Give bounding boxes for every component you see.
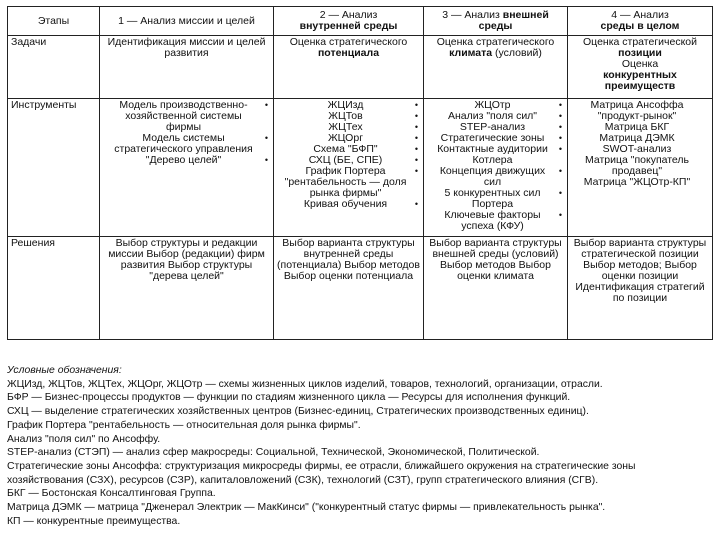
tools-col4-item: Матрица "ЖЦОтр-КП" <box>583 176 691 188</box>
tools-col1 <box>100 99 274 237</box>
decisions-col3: Выбор варианта структуры внешней среды (условий) Выбор методов Выбор оценки климата <box>424 237 568 340</box>
tasks-col4-bold2: конкурентных преимуществ <box>603 69 677 92</box>
tasks-col2-bold: потенциала <box>317 47 380 59</box>
tools-col3-item: STEP-анализ • <box>427 122 564 133</box>
header-stages: Этапы <box>8 7 100 36</box>
tools-col1-item: Модель системы стратегического управления • <box>103 133 270 155</box>
row-tools <box>8 99 713 237</box>
tools-col3-item: ЖЦОтр • <box>427 100 564 111</box>
legend-line: хозяйствования (СЗХ), ресурсов (СЗР), капиталовложений (СЗК), технологий (СЗТ), групп стратегического влияния (СГВ). <box>7 474 599 486</box>
row-tools-label: Инструменты <box>8 99 100 237</box>
header-row <box>8 7 713 36</box>
header-col2-prefix: 2 — Анализ <box>319 9 378 21</box>
legend-line: Анализ "поля сил" по Ансоффу. <box>7 433 161 445</box>
header-col2-bold: внутренней среды <box>299 20 398 32</box>
header-col2 <box>274 7 424 36</box>
row-decisions-label: Решения <box>8 237 100 340</box>
tools-col4-item: Матрица БКГ <box>604 121 670 133</box>
header-col4-prefix: 4 — Анализ <box>611 9 669 21</box>
tools-col4 <box>568 99 713 237</box>
tasks-col4-plain2: Оценка <box>621 58 659 70</box>
tools-col2-item: График Портера "рентабельность — доля рынка фирмы" • <box>277 166 420 199</box>
tasks-col1: Идентификация миссии и целей развития <box>100 36 274 99</box>
header-col3-bold: внешней среды <box>478 9 549 32</box>
legend-line: КП — конкурентные преимущества. <box>7 515 181 527</box>
legend-line: БФР — Бизнес-процессы продуктов — функции по стадиям жизненного цикла — Ресурсы для исполнения функций. <box>7 392 571 404</box>
header-col4-bold: среды в целом <box>600 20 680 32</box>
tools-col2-item: Схема "БФП" • <box>277 144 420 155</box>
tasks-col4 <box>568 36 713 99</box>
header-col1-text: 1 — Анализ миссии и целей <box>118 14 255 27</box>
tools-col3-item: Ключевые факторы успеха (КФУ) • <box>427 210 564 232</box>
legend-title: Условные обозначения: <box>7 365 122 376</box>
tools-col4-item: SWOT-анализ <box>602 143 672 155</box>
tools-col3-item: Концепция движущих сил • <box>427 166 564 188</box>
tools-col3-item: Контактные аудитории Котлера • <box>427 144 564 166</box>
header-col3 <box>424 7 568 36</box>
legend-line: Матрица ДЭМК — матрица "Дженерал Электрик — МакКинси" ("конкурентный статус фирмы — привлекательность рынка". <box>7 502 606 514</box>
tasks-col3-plain: Оценка стратегического <box>436 36 555 48</box>
tasks-col4-bold1: позиции <box>618 47 662 59</box>
tools-col2-item: Кривая обучения • <box>277 199 420 210</box>
tools-col2-item: СХЦ (БЕ, СПЕ) • <box>277 155 420 166</box>
tools-col3-item: Стратегические зоны • <box>427 133 564 144</box>
tools-col4-item: Матрица ДЭМК <box>599 132 675 144</box>
tasks-col2-plain: Оценка стратегического <box>289 36 408 48</box>
tools-col3-item: Анализ "поля сил" • <box>427 111 564 122</box>
analysis-grid <box>7 6 713 340</box>
legend-line: БКГ — Бостонская Консалтинговая Группа. <box>7 488 216 500</box>
tools-col2-item: ЖЦТех • <box>277 122 420 133</box>
row-tasks <box>8 36 713 99</box>
decisions-col4: Выбор варианта структуры стратегической позиции Выбор методов; Выбор оценки позиции Идентификация стратегий по позиции <box>568 237 713 340</box>
tasks-col4-plain1: Оценка стратегической <box>583 36 697 48</box>
legend-line: STEP-анализ (СТЭП) — анализ сфер макросреды: Социальной, Технической, Экономической, Политической. <box>7 447 540 459</box>
row-decisions <box>8 237 713 340</box>
tasks-col3-bold: климата <box>449 47 493 59</box>
decisions-col1: Выбор структуры и редакции миссии Выбор (редакции) фирм развития Выбор структуры "дерева целей" <box>100 237 274 340</box>
legend-line: График Портера "рентабельность — относительная доля рынка фирмы". <box>7 419 361 431</box>
tools-col2 <box>274 99 424 237</box>
tools-col2-item: ЖЦТов • <box>277 111 420 122</box>
tools-col4-item: Матрица Ансоффа "продукт-рынок" <box>590 99 684 122</box>
header-col3-prefix: 3 — Анализ <box>442 9 500 21</box>
decisions-col2: Выбор варианта структуры внутренней среды (потенциала) Выбор методов Выбор оценки потенциала <box>274 237 424 340</box>
legend-line: СХЦ — выделение стратегических хозяйственных центров (Бизнес-единиц, Стратегических производственных единиц). <box>7 406 589 418</box>
analysis-table <box>7 6 712 340</box>
legend-line: Стратегические зоны Ансоффа: структуризация микросреды фирмы, ее отрасли, ближайшего окружения на стратегические зоны <box>7 460 636 472</box>
header-col1 <box>100 7 274 36</box>
tasks-col2 <box>274 36 424 99</box>
tools-col3-item: 5 конкурентных сил Портера • <box>427 188 564 210</box>
tools-col4-item: Матрица "покупатель продавец" <box>584 154 690 177</box>
tasks-col3-tail: (условий) <box>495 47 542 59</box>
tools-col3 <box>424 99 568 237</box>
tasks-col3 <box>424 36 568 99</box>
tools-col2-item: ЖЦИзд • <box>277 100 420 111</box>
legend-line: ЖЦИзд, ЖЦТов, ЖЦТех, ЖЦОрг, ЖЦОтр — схемы жизненных циклов изделий, товаров, технологий, организации, отрасли. <box>7 378 603 390</box>
row-tasks-label: Задачи <box>8 36 100 99</box>
header-col4 <box>568 7 713 36</box>
tools-col2-item: ЖЦОрг • <box>277 133 420 144</box>
legend-notes <box>7 364 713 528</box>
tools-col1-item: "Дерево целей" • <box>103 155 270 166</box>
tools-col1-item: Модель производственно-хозяйственной системы фирмы • <box>103 100 270 133</box>
